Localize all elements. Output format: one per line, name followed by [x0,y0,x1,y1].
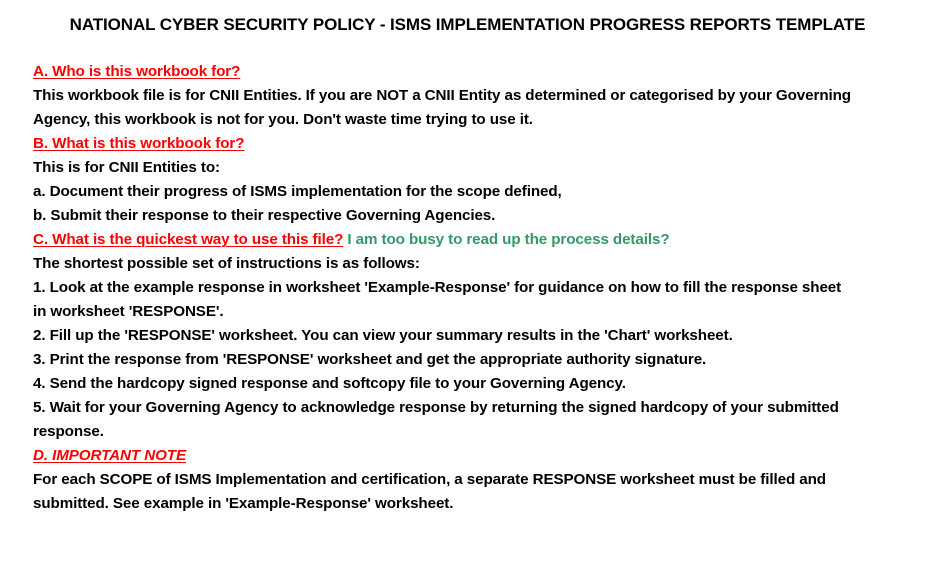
document-title: NATIONAL CYBER SECURITY POLICY - ISMS IMPLEMENTATION PROGRESS REPORTS TEMPLATE [69,15,866,34]
section-b-heading: B. What is this workbook for? [33,135,245,152]
section-c-subheading: I am too busy to read up the process details? [343,231,670,248]
section-c-line: The shortest possible set of instructions is as follows: [33,255,420,272]
section-c-line: 4. Send the hardcopy signed response and softcopy file to your Governing Agency. [33,375,626,392]
document-body [33,60,928,516]
section-c-line: 2. Fill up the 'RESPONSE' worksheet. You can view your summary results in the 'Chart' worksheet. [33,327,733,344]
section-a-line: Agency, this workbook is not for you. Don't waste time trying to use it. [33,111,533,128]
section-b-heading-line [33,132,928,156]
section-a-line: This workbook file is for CNII Entities. If you are NOT a CNII Entity as determined or categorised by your Governing [33,87,851,104]
section-d-line: For each SCOPE of ISMS Implementation and certification, a separate RESPONSE worksheet must be filled and [33,471,826,488]
section-c-heading-line [33,228,928,252]
section-c-heading: C. What is the quickest way to use this file? [33,231,344,248]
section-b-line: a. Document their progress of ISMS implementation for the scope defined, [33,183,562,200]
section-c-line: response. [33,423,104,440]
section-d-heading: D. IMPORTANT NOTE [33,447,186,464]
section-b-line: b. Submit their response to their respective Governing Agencies. [33,207,496,224]
section-d-line: submitted. See example in 'Example-Response' worksheet. [33,495,454,512]
section-c-line: 3. Print the response from 'RESPONSE' worksheet and get the appropriate authority signature. [33,351,707,368]
section-d-heading-line [33,444,928,468]
section-a-heading-line [33,60,928,84]
section-c-line: 1. Look at the example response in worksheet 'Example-Response' for guidance on how to fill the response sheet [33,279,842,296]
section-a-heading: A. Who is this workbook for? [33,63,241,80]
section-c-line: 5. Wait for your Governing Agency to acknowledge response by returning the signed hardcopy of your submitted [33,399,839,416]
section-c-line: in worksheet 'RESPONSE'. [33,303,224,320]
section-b-line: This is for CNII Entities to: [33,159,220,176]
